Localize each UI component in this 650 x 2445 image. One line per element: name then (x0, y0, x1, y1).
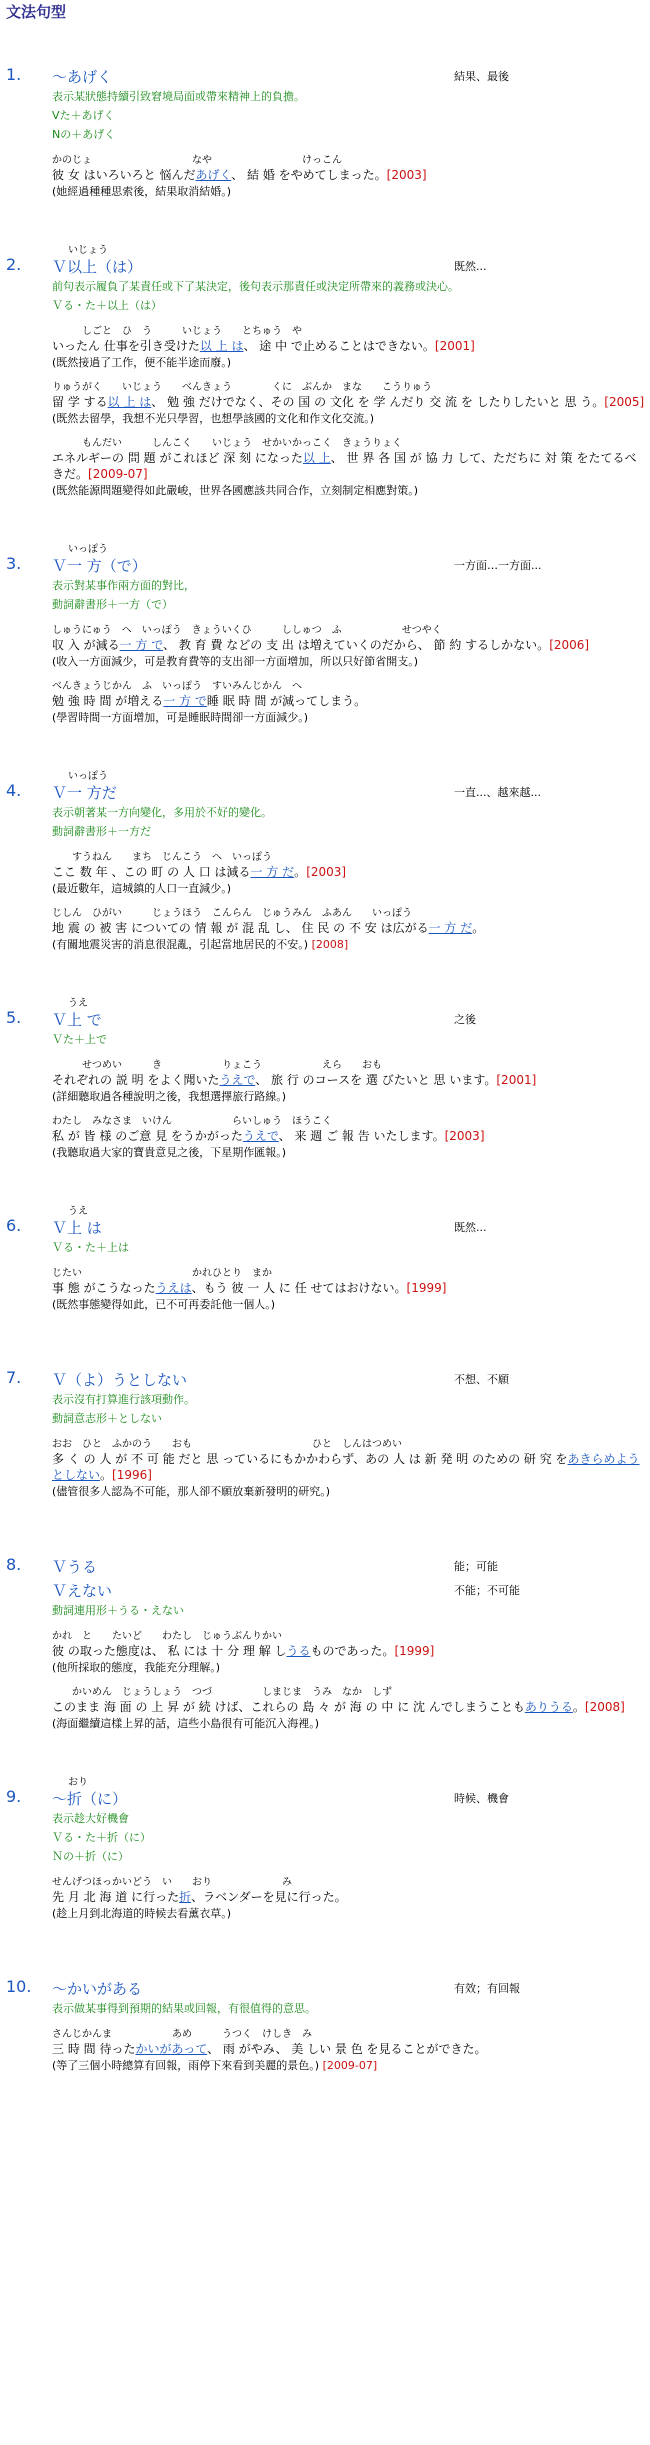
example-reading: かれ と たいど わたし じゅうぶんりかい (52, 1631, 282, 1642)
item-number: 2. (6, 255, 22, 274)
usage-note: 表示做某事得到預期的結果或回報，有很值得的意思。 (52, 2002, 316, 2015)
example-highlight: かいがあって (135, 2042, 208, 2056)
example-text-end: 、 旅 行 のコースを 選 びたいと 思 います。 (255, 1073, 497, 1087)
example-text-end: 、もう 彼 一 人 に 任 せてはおけない。 (191, 1281, 407, 1295)
usage-note: Ｖる・た＋以上（は） (52, 299, 162, 312)
grammar-pattern: Ｖ上 は (52, 1219, 102, 1237)
item-header-secondary (6, 1581, 646, 1600)
usage-note: 動詞意志形＋としない (52, 1412, 162, 1425)
example-sentence (52, 154, 646, 200)
example-sentence (52, 1876, 646, 1922)
item-header (6, 1008, 646, 1029)
example-translation: (儘管很多人認為不可能，那人卻不願放棄新發明的研究。) (52, 1485, 331, 1498)
year-citation: [2003] (386, 168, 427, 182)
year-citation: [2006] (549, 638, 590, 652)
example-text-end: 、 教 育 費 などの 支 出 は増えていくのだから、 節 約 するしかない。 (163, 638, 550, 652)
example-text: それぞれの 説 明 をよく聞いた (52, 1073, 220, 1087)
example-text: 三 時 間 待った (52, 2042, 136, 2056)
example-highlight: ありうる (524, 1700, 573, 1714)
example-text: 地 震 の 被 害 についての 情 報 が 混 乱 し、 住 民 の 不 安 は広がる (52, 921, 429, 935)
item-number: 5. (6, 1008, 22, 1027)
example-sentence (52, 1630, 646, 1676)
example-sentence (52, 907, 646, 953)
example-translation: (有關地震災害的消息很混亂，引起當地居民的不安。) (52, 938, 309, 951)
example-sentence (52, 624, 646, 670)
example-sentence (52, 1438, 646, 1500)
pattern-meaning: 一直...、越來越... (454, 786, 541, 799)
example-sentence (52, 851, 646, 897)
grammar-item (6, 1776, 646, 1922)
grammar-pattern: Ｖ一 方だ (52, 784, 117, 802)
pattern-meaning: 時候、機會 (454, 1792, 509, 1805)
grammar-item (6, 1357, 646, 1500)
grammar-item (6, 1544, 646, 1732)
page-title: 文法句型 (6, 3, 67, 21)
example-sentence (52, 1115, 646, 1161)
usage-note: Nの＋あげく (52, 128, 116, 141)
usage-note: 表示對某事作兩方面的對比， (52, 579, 195, 592)
example-highlight: あきらめようとしない (52, 1452, 640, 1482)
example-sentence (52, 2028, 646, 2074)
example-text: 留 学 する (52, 395, 108, 409)
example-highlight: 以 上 (302, 451, 331, 465)
pattern-reading: いっぽう (68, 771, 108, 782)
example-text: 事 態 がこうなった (52, 1281, 156, 1295)
example-highlight: うえは (155, 1281, 192, 1295)
item-header (6, 1555, 646, 1576)
example-text: 勉 強 時 間 が増える (52, 694, 164, 708)
grammar-item (6, 244, 646, 499)
usage-note: 動詞連用形＋うる・えない (52, 1604, 184, 1617)
example-sentence (52, 1059, 646, 1105)
example-translation: (他所採取的態度，我能充分理解。) (52, 1661, 221, 1674)
example-translation: (既然去留學，我想不光只學習，也想學該國的文化和作文化交流。) (52, 412, 375, 425)
year-citation: [2008] (311, 938, 349, 951)
item-header (6, 1216, 646, 1237)
pattern-meaning: 一方面…一方面... (454, 559, 542, 572)
item-header (6, 781, 646, 802)
example-sentence (52, 1686, 646, 1732)
example-reading: じたい かれひとり まか (52, 1268, 272, 1279)
usage-note: 表示朝著某一方向變化，多用於不好的變化。 (52, 806, 272, 819)
year-citation: [2005] (604, 395, 645, 409)
grammar-item (6, 770, 646, 953)
example-reading: かいめん じょうしょう つづ しまじま うみ なか しず (52, 1687, 392, 1698)
item-header (6, 1977, 646, 1998)
example-highlight: 一 方 で (119, 638, 164, 652)
usage-note: Ｖる・た＋折（に） (52, 1831, 151, 1844)
usage-note: 表示沒有打算進行該項動作。 (52, 1393, 195, 1406)
example-text-end: 。 (294, 865, 307, 879)
year-citation: [2009-07] (88, 467, 148, 481)
grammar-pattern: Ｖ一 方（で） (52, 557, 147, 575)
example-text-end: 、 結 婚 をやめてしまった。 (231, 168, 387, 182)
example-reading: わたし みなさま いけん らいしゅう ほうこく (52, 1116, 332, 1127)
year-citation: [2003] (444, 1129, 485, 1143)
example-sentence (52, 381, 646, 427)
example-sentence (52, 680, 646, 726)
example-translation: (既然能源問題變得如此嚴峻，世界各國應該共同合作，立刻制定相應對策。) (52, 484, 419, 497)
example-translation: (學習時間一方面增加，可是睡眠時間卻一方面減少。) (52, 711, 309, 724)
example-text-end: 睡 眠 時 間 が減ってしまう。 (206, 694, 367, 708)
example-text-end: 、 来 週 ご 報 告 いたします。 (278, 1129, 445, 1143)
item-header (6, 554, 646, 575)
grammar-list (6, 54, 646, 2074)
example-reading: しごと ひ う いじょう とちゅう や (52, 326, 302, 337)
grammar-pattern: Ｖ以上（は） (52, 258, 143, 276)
example-text-end: 、 世 界 各 国 が 協 力 して、ただちに 対 策 をたてるべきだ。 (52, 451, 637, 481)
year-citation: [2001] (434, 339, 475, 353)
example-highlight: 一 方 だ (250, 865, 295, 879)
example-reading: じしん ひがい じょうほう こんらん じゅうみん ふあん いっぽう (52, 908, 412, 919)
pattern-meaning: 之後 (454, 1013, 476, 1026)
item-header (6, 1787, 646, 1808)
example-reading: もんだい しんこく いじょう せかいかっこく きょうりょく (52, 438, 402, 449)
item-number: 4. (6, 781, 22, 800)
example-translation: (趁上月到北海道的時候去看薰衣草。) (52, 1907, 232, 1920)
example-text-end: ものであった。 (310, 1644, 395, 1658)
example-translation: (既然事態變得如此，已不可再委託他一個人。) (52, 1298, 276, 1311)
usage-note: 前句表示履負了某責任或下了某決定，後句表示那責任或決定所帶來的義務或決心。 (52, 280, 459, 293)
grammar-item (6, 997, 646, 1161)
example-translation: (我聽取過大家的寶貴意見之後，下星期作匯報。) (52, 1146, 287, 1159)
item-header (6, 1368, 646, 1389)
usage-note: Ｖた＋上で (52, 1033, 107, 1046)
pattern-reading: おり (68, 1777, 88, 1788)
example-sentence (52, 437, 646, 499)
example-highlight: 一 方 だ (428, 921, 473, 935)
usage-note: Ｎの＋折（に） (52, 1850, 129, 1863)
pattern-meaning-secondary: 不能；不可能 (454, 1584, 520, 1597)
example-translation: (收入一方面減少，可是教育費等的支出卻一方面增加，所以只好節省開支。) (52, 655, 419, 668)
item-header (6, 65, 646, 86)
example-highlight: うる (286, 1644, 311, 1658)
example-reading: かのじょ なや けっこん (52, 155, 342, 166)
example-reading: せんげつほっかいどう い おり み (52, 1877, 292, 1888)
example-text-end: 。 (572, 1700, 585, 1714)
year-citation: [2003] (306, 865, 347, 879)
example-sentence (52, 1267, 646, 1313)
example-text-end: 、 勉 強 だけでなく、その 国 の 文化 を 学 んだり 交 流 を したりしたいと 思 う。 (151, 395, 605, 409)
example-reading: べんきょうじかん ふ いっぽう すいみんじかん へ (52, 681, 302, 692)
example-text: 先 月 北 海 道 に行った (52, 1890, 180, 1904)
usage-note: Ｖる・た＋上は (52, 1241, 129, 1254)
item-header (6, 255, 646, 276)
year-citation: [2008] (584, 1700, 625, 1714)
example-text-end: 、ラベンダーを見に行った。 (191, 1890, 347, 1904)
example-text: ここ 数 年 、この 町 の 人 口 は減る (52, 865, 251, 879)
example-text: 彼 女 はいろいろと 悩んだ (52, 168, 196, 182)
example-translation: (最近數年，這城鎮的人口一直減少。) (52, 882, 232, 895)
example-text: 収 入 が減る (52, 638, 120, 652)
pattern-reading: うえ (68, 998, 88, 1009)
example-translation: (她經過種種思索後，結果取消結婚。) (52, 185, 232, 198)
example-text: 多 く の 人 が 不 可 能 だと 思 っているにもかかわらず、あの 人 は 新 発 明 のための 研 究 を (52, 1452, 568, 1466)
example-text-end: 。 (472, 921, 485, 935)
grammar-pattern: ～あげく (52, 68, 113, 86)
example-text-end: 。 (100, 1468, 113, 1482)
example-text: エネルギーの 問 題 がこれほど 深 刻 になった (52, 451, 303, 465)
example-highlight: 以 上 は (107, 395, 152, 409)
grammar-pattern: ～折（に） (52, 1790, 128, 1808)
grammar-pattern-secondary: Ｖえない (52, 1582, 113, 1600)
usage-note: 表示趁大好機會 (52, 1812, 129, 1825)
item-number: 1. (6, 65, 22, 84)
example-translation: (海面繼續這樣上昇的話，這些小島很有可能沉入海裡。) (52, 1717, 320, 1730)
item-number: 7. (6, 1368, 22, 1387)
grammar-pattern: Ｖ上 で (52, 1011, 102, 1029)
example-highlight: 以 上 は (199, 339, 244, 353)
pattern-meaning: 既然... (454, 1221, 487, 1234)
usage-note: 表示某狀態持續引致窘境局面或帶來精神上的負擔。 (52, 90, 305, 103)
item-number: 8. (6, 1555, 22, 1574)
example-text-end: 、 雨 がやみ、 美 しい 景 色 を見ることができた。 (207, 2042, 487, 2056)
example-text: 彼 の取った態度は、 私 には 十 分 理 解 し (52, 1644, 287, 1658)
grammar-item (6, 1205, 646, 1313)
pattern-meaning: 結果、最後 (454, 70, 509, 83)
example-highlight: 一 方 で (163, 694, 207, 708)
year-citation: [2009-07] (322, 2059, 378, 2072)
example-highlight: うえで (219, 1073, 256, 1087)
example-reading: すうねん まち じんこう へ いっぽう (52, 852, 272, 863)
usage-note: 動詞辭書形＋一方（で） (52, 598, 173, 611)
pattern-reading: いっぽう (68, 544, 108, 555)
example-highlight: 折 (179, 1890, 192, 1904)
example-reading: さんじかんま あめ うつく けしき み (52, 2029, 312, 2040)
year-citation: [2001] (496, 1073, 537, 1087)
example-text: いったん 仕事を引き受けた (52, 339, 200, 353)
example-reading: りゅうがく いじょう べんきょう くに ぶんか まな こうりゅう (52, 382, 432, 393)
pattern-meaning: 能；可能 (454, 1560, 498, 1573)
pattern-reading: いじょう (68, 245, 108, 256)
example-highlight: あげく (195, 168, 232, 182)
year-citation: [1999] (406, 1281, 447, 1295)
example-highlight: うえで (242, 1129, 279, 1143)
pattern-meaning: 不想、不願 (454, 1373, 509, 1386)
grammar-item (6, 54, 646, 200)
example-sentence (52, 325, 646, 371)
item-number: 6. (6, 1216, 22, 1235)
usage-note: 動詞辭書形＋一方だ (52, 825, 151, 838)
example-translation: (等了三個小時總算有回報，雨停下來看到美麗的景色。) (52, 2059, 320, 2072)
example-reading: おお ひと ふかのう おも ひと しんはつめい (52, 1439, 402, 1450)
grammar-pattern: ～かいがある (52, 1980, 143, 1998)
example-reading: しゅうにゅう へ いっぽう きょういくひ ししゅつ ふ せつやく (52, 625, 442, 636)
year-citation: [1996] (112, 1468, 152, 1482)
item-number: 10. (6, 1977, 32, 1996)
example-text: このまま 海 面 の 上 昇 が 続 けば、これらの 島 々 が 海 の 中 に 沈 んでしまうことも (52, 1700, 525, 1714)
item-number: 3. (6, 554, 22, 573)
grammar-pattern: Ｖうる (52, 1558, 98, 1576)
example-translation: (詳細聽取過各種說明之後，我想選擇旅行路線。) (52, 1090, 287, 1103)
example-reading: せつめい き りょこう えら おも (52, 1060, 382, 1071)
year-citation: [1999] (394, 1644, 435, 1658)
example-text-end: 、 途 中 で止めることはできない。 (243, 339, 435, 353)
usage-note: Vた＋あげく (52, 109, 115, 122)
pattern-reading: うえ (68, 1206, 88, 1217)
item-number: 9. (6, 1787, 22, 1806)
example-translation: (既然接過了工作，便不能半途而廢。) (52, 356, 232, 369)
pattern-meaning: 有效；有回報 (454, 1982, 520, 1995)
grammar-pattern: Ｖ（よ）うとしない (52, 1371, 188, 1389)
grammar-item (6, 1966, 646, 2074)
grammar-item (6, 543, 646, 726)
pattern-meaning: 既然... (454, 260, 487, 273)
example-text: 私 が 皆 様 のご意 見 をうかがった (52, 1129, 243, 1143)
